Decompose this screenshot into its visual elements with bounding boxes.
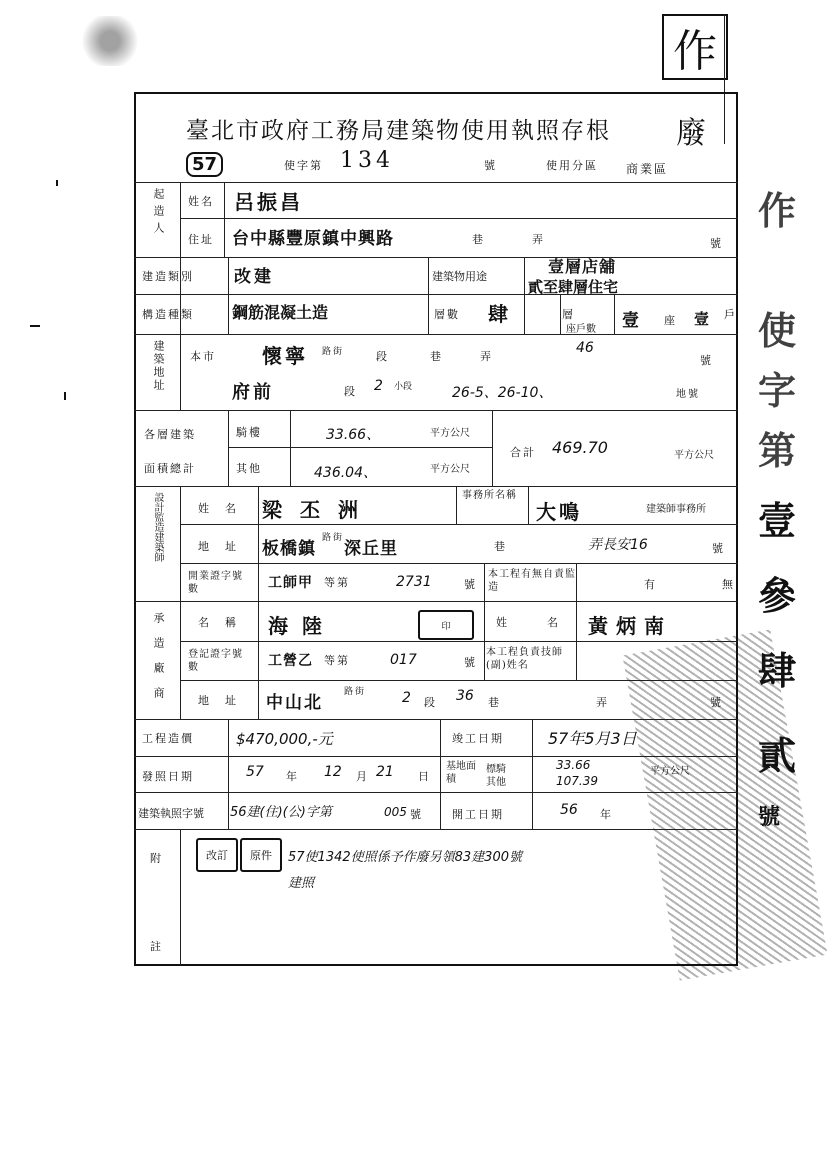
cost-label: 工程造價 <box>142 732 194 745</box>
arcade-label: 騎樓 <box>236 426 262 439</box>
rule <box>180 218 738 219</box>
contractor-owner: 黃炳南 <box>588 614 672 638</box>
margin-char-7: 肆 <box>758 649 797 693</box>
remarks-seal-1: 改訂 <box>196 838 238 872</box>
households-unit: 戶 <box>724 308 737 321</box>
address-road: 懷寧 <box>262 344 308 368</box>
structure-value: 鋼筋混凝土造 <box>232 303 329 322</box>
rule <box>532 719 533 829</box>
remarks-text-2: 建照 <box>288 876 315 891</box>
address-section-unit: 段 <box>376 350 389 363</box>
building-use-value-2: 貳至肆層住宅 <box>528 278 619 296</box>
remarks-label-bottom: 註 <box>150 940 163 953</box>
start-year-unit: 年 <box>600 808 613 821</box>
remarks-text-1: 57使1342使照係予作廢另領83建300號 <box>288 850 522 865</box>
rule <box>134 486 738 487</box>
scan-speck <box>30 325 40 327</box>
document-title: 臺北市政府工務局建築物使用執照存根 <box>186 118 611 144</box>
designer-license-number: 2731 <box>396 574 432 590</box>
applicant-name-label: 姓名 <box>188 195 214 208</box>
permit-year: 57 <box>186 152 223 177</box>
building-use-label: 建築物用途 <box>432 270 487 283</box>
title-overwrite: 廢 <box>676 116 706 151</box>
self-supervision-label: 本工程有無自責監造 <box>488 569 576 593</box>
contractor-section-label: 承造廠商 <box>152 612 165 712</box>
rule <box>228 719 229 829</box>
use-zone-value: 商業區 <box>626 162 669 176</box>
rule <box>614 294 615 334</box>
designer-address-label: 地址 <box>198 540 252 553</box>
seats-value: 壹 <box>622 311 642 331</box>
margin-char-9: 號 <box>758 805 781 830</box>
rule <box>134 792 738 793</box>
permit-prefix: 使字第 <box>284 159 323 172</box>
issue-year-unit: 年 <box>286 770 299 783</box>
other-area-value: 436.04、 <box>314 465 377 481</box>
designer-license-label: 開業證字號數 <box>188 571 243 595</box>
applicant-name: 呂振昌 <box>234 190 303 214</box>
area-label-2: 面積總計 <box>144 462 196 475</box>
total-area-value: 469.70 <box>552 438 608 457</box>
applicant-address: 台中縣豐原鎮中興路 <box>232 229 394 249</box>
scan-noise <box>70 16 150 66</box>
completion-label: 竣工日期 <box>452 732 504 745</box>
contractor-reg-number: 017 <box>390 652 417 668</box>
area-label-1: 各層建築 <box>144 428 196 441</box>
designer-number-unit: 號 <box>712 542 725 555</box>
site-area-unit: 平方公尺 <box>650 766 690 777</box>
rule <box>228 257 229 334</box>
use-zone-label: 使用分區 <box>546 159 598 172</box>
land-section: 府前 <box>232 382 274 403</box>
address-road-unit: 路街 <box>322 347 345 357</box>
rule <box>134 410 738 411</box>
applicant-lane: 巷 <box>472 233 485 246</box>
margin-char-4: 第 <box>758 429 797 473</box>
margin-char-6: 參 <box>758 574 797 618</box>
rule <box>134 334 738 335</box>
contractor-name: 海陸 <box>268 614 336 638</box>
rule <box>134 756 738 757</box>
designer-lane: 巷 <box>494 540 507 553</box>
address-alley: 弄 <box>480 350 493 363</box>
land-lot-unit: 地號 <box>676 389 700 400</box>
seats-unit: 座 <box>664 314 677 327</box>
rule <box>492 410 493 486</box>
site-area-value-1: 33.66 <box>556 758 591 772</box>
issue-date-label: 發照日期 <box>142 770 194 783</box>
contractor-grade: 工營乙 <box>268 653 313 669</box>
corner-stamp <box>662 14 728 80</box>
self-supervision-yes: 有 <box>644 578 657 591</box>
contractor-reg-unit: 號 <box>464 656 477 669</box>
contractor-road-unit: 路街 <box>344 687 367 697</box>
rule <box>440 719 441 829</box>
start-year: 56 <box>560 802 578 818</box>
building-use-value: 壹層店舖 <box>548 257 617 276</box>
address-number: 46 <box>576 340 594 356</box>
rule <box>180 641 738 642</box>
other-area-label: 其他 <box>236 462 262 475</box>
site-address-label: 建築地址 <box>152 340 165 392</box>
rule <box>228 447 492 448</box>
applicant-alley: 弄 <box>532 233 545 246</box>
margin-char-1: 作 <box>758 189 797 233</box>
rule <box>224 182 225 258</box>
margin-char-3: 字 <box>758 369 797 413</box>
designer-office-suffix: 建築師事務所 <box>646 504 706 515</box>
rule <box>576 601 577 680</box>
issue-year: 57 <box>246 764 264 780</box>
remarks-label-top: 附 <box>150 852 163 865</box>
applicant-number-unit: 號 <box>710 237 723 250</box>
land-duan: 段 <box>344 385 357 398</box>
rule <box>428 257 429 334</box>
rule <box>134 719 738 720</box>
designer-number: 弄長安16 <box>588 537 648 553</box>
issue-month: 12 <box>324 764 342 780</box>
rule <box>134 829 738 830</box>
rule <box>484 563 485 601</box>
contractor-duan: 段 <box>424 696 437 709</box>
rule <box>134 294 738 295</box>
households-value: 壹 <box>694 310 713 328</box>
rule <box>560 294 561 334</box>
remarks-seal-2: 原件 <box>240 838 282 872</box>
rule <box>524 257 525 334</box>
start-date-label: 開工日期 <box>452 808 504 821</box>
issue-month-unit: 月 <box>356 770 369 783</box>
margin-char-8: 貳 <box>758 734 797 778</box>
floors-label: 層數 <box>434 308 460 321</box>
contractor-tech-label: 本工程負責技師(副)姓名 <box>486 647 563 671</box>
contractor-reg-label: 登記證字號數 <box>188 649 243 673</box>
scan-speck <box>64 392 66 400</box>
rule <box>180 486 181 719</box>
rule <box>180 334 181 410</box>
self-supervision-no: 無 <box>722 578 735 591</box>
rule <box>576 563 577 601</box>
issue-day: 21 <box>376 764 394 780</box>
designer-office: 大鳴 <box>536 500 582 524</box>
building-type-value: 改建 <box>234 267 274 287</box>
designer-section-label: 設計監造建築師 <box>152 492 163 562</box>
floors-value: 肆 <box>488 302 511 326</box>
households-label: 座戶數 <box>566 324 596 335</box>
rule <box>228 410 229 486</box>
arcade-value: 33.66、 <box>326 427 381 443</box>
site-area-value-2: 107.39 <box>556 774 598 788</box>
designer-road: 深丘里 <box>344 539 398 559</box>
designer-road-unit: 路街 <box>322 533 345 543</box>
building-type-label: 建造類別 <box>142 270 194 283</box>
building-permit-number: 005 <box>384 805 407 819</box>
scan-speck <box>56 180 58 186</box>
address-number-unit: 號 <box>700 354 713 367</box>
contractor-address: 中山北 <box>266 693 323 713</box>
rule <box>180 524 738 525</box>
corner-stamp-char: 作 <box>673 26 717 77</box>
contractor-lane-unit: 巷 <box>488 696 501 709</box>
contractor-name-label: 名稱 <box>198 616 252 629</box>
building-permit-value: 56建(住)(公)字第 <box>230 805 332 820</box>
margin-char-5: 壹 <box>758 499 797 543</box>
rule <box>290 410 291 486</box>
applicant-address-label: 住址 <box>188 233 214 246</box>
site-area-sub-2: 其他 <box>486 777 506 788</box>
cost-value: $470,000,-元 <box>236 730 333 748</box>
rule <box>528 486 529 524</box>
designer-name-label: 姓名 <box>198 502 252 515</box>
applicant-section-label: 起造人 <box>152 188 165 239</box>
site-area-label: 基地面積 <box>446 761 476 785</box>
permit-suffix: 號 <box>484 159 497 172</box>
address-city: 本市 <box>190 350 216 363</box>
land-sub-section-unit: 小段 <box>394 382 413 392</box>
contractor-grade-label: 等第 <box>324 654 350 667</box>
rule <box>484 601 485 680</box>
contractor-owner-label: 姓名 <box>496 616 598 629</box>
land-lots: 26-5、26-10、 <box>452 385 553 401</box>
issue-day-unit: 日 <box>418 770 431 783</box>
rule <box>180 563 738 564</box>
site-area-sub-1: 標騎 <box>486 764 506 775</box>
total-area-unit: 平方公尺 <box>674 450 714 461</box>
rule <box>180 829 181 966</box>
rule <box>134 601 738 602</box>
structure-label: 構造種類 <box>142 308 194 321</box>
designer-license-unit: 號 <box>464 578 477 591</box>
total-area-label: 合計 <box>510 446 536 459</box>
contractor-lane: 36 <box>456 688 474 704</box>
designer-address: 板橋鎮 <box>262 539 316 559</box>
contractor-seal: 印 <box>418 610 474 640</box>
contractor-address-label: 地址 <box>198 694 252 707</box>
contractor-number-unit: 號 <box>710 696 723 709</box>
margin-char-2: 使 <box>758 309 797 353</box>
arcade-unit: 平方公尺 <box>430 428 470 439</box>
contractor-section: 2 <box>402 690 411 706</box>
designer-name: 梁丕洲 <box>262 498 376 522</box>
designer-grade-label: 等第 <box>324 576 350 589</box>
other-area-unit: 平方公尺 <box>430 464 470 475</box>
address-lane: 巷 <box>430 350 443 363</box>
building-permit-number-unit: 號 <box>410 808 423 821</box>
permit-number: 134 <box>340 148 394 173</box>
rule <box>180 680 738 681</box>
rule <box>456 486 457 524</box>
floors-unit: 層 <box>562 308 575 321</box>
rule <box>258 486 259 719</box>
designer-office-label: 事務所名稱 <box>462 490 517 501</box>
land-sub-section: 2 <box>374 378 383 394</box>
building-permit-label: 建築執照字號 <box>138 807 204 820</box>
contractor-alley: 弄 <box>596 696 609 709</box>
completion-value: 57年5月3日 <box>548 729 637 748</box>
designer-grade: 工師甲 <box>268 575 313 591</box>
